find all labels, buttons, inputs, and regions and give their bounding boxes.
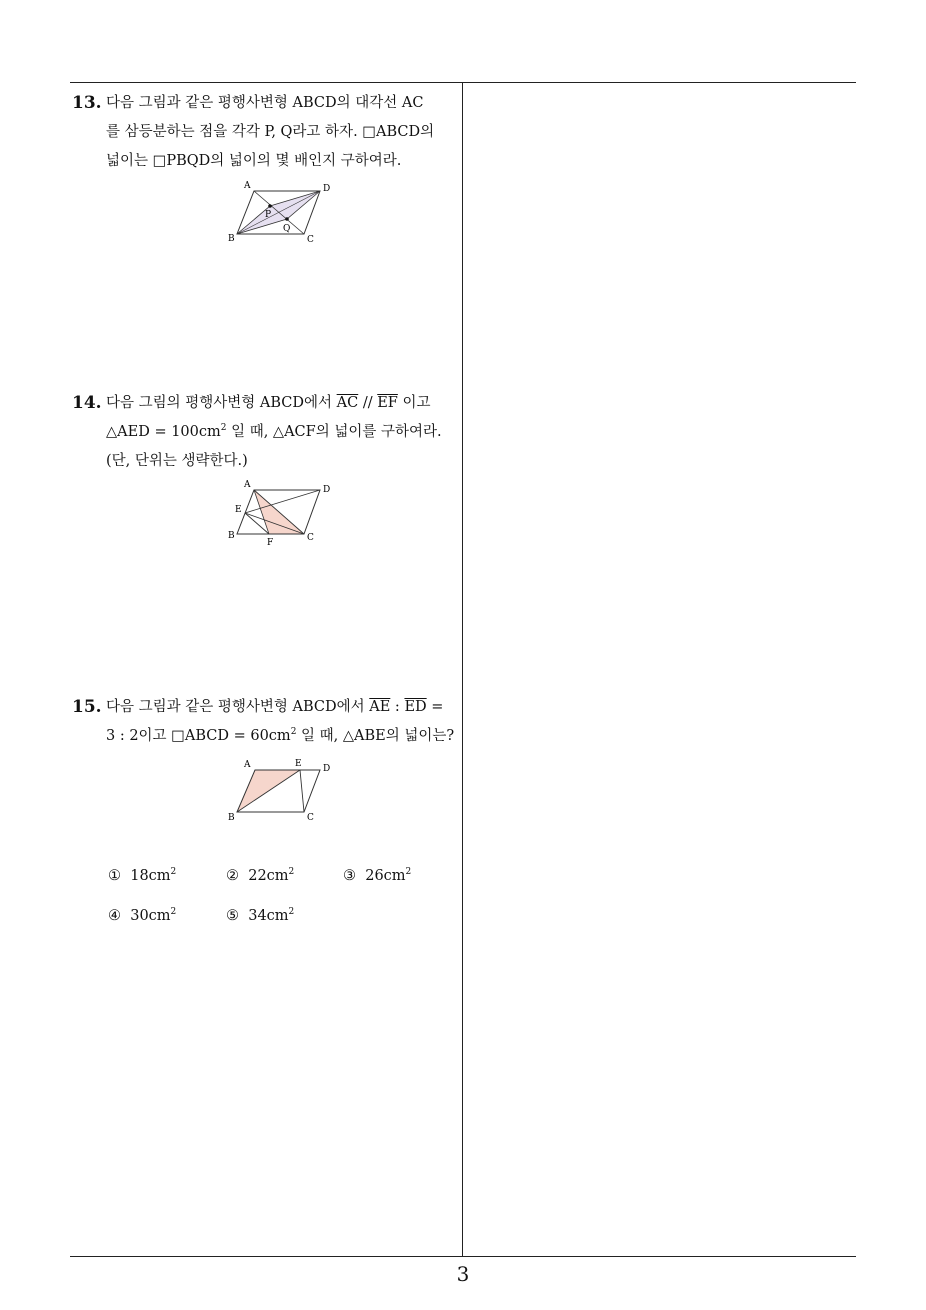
label-e: E bbox=[295, 759, 302, 769]
figure-parallelogram-13 bbox=[220, 176, 350, 248]
choice-5[interactable]: ⑤ $34cm^2$ bbox=[226, 907, 295, 924]
point-q bbox=[285, 217, 289, 221]
problem-text bbox=[106, 89, 458, 176]
label-a: A bbox=[244, 181, 251, 191]
label-q: Q bbox=[283, 224, 291, 234]
segment-ec bbox=[300, 770, 304, 812]
problem-line: 다음 그림과 같은 평행사변형 ABCD에서 $\overline{AE}$ : $\overline{ED}$ = bbox=[106, 699, 444, 715]
segment-ac: $\overline{AC}$ bbox=[336, 395, 359, 411]
column-divider bbox=[462, 82, 463, 1257]
problem-number: 13. bbox=[72, 93, 102, 113]
problem-14 bbox=[72, 389, 458, 476]
problem-line: 다음 그림과 같은 평행사변형 ABCD의 대각선 AC bbox=[106, 95, 424, 111]
label-c: C bbox=[307, 533, 314, 543]
problem-line: 를 삼등분하는 점을 각각 P, Q라고 하자. □ABCD의 bbox=[106, 124, 435, 140]
problem-line: 3 : 2이고 □ABCD = $60cm^2$ 일 때, △ABE의 넓이는? bbox=[106, 727, 455, 744]
figure-parallelogram-14 bbox=[220, 476, 350, 550]
top-rule bbox=[70, 82, 856, 83]
problem-13 bbox=[72, 89, 458, 176]
diagonal-bd bbox=[237, 191, 320, 234]
problem-number: 14. bbox=[72, 393, 102, 413]
label-d: D bbox=[323, 184, 331, 194]
bottom-rule bbox=[70, 1256, 856, 1257]
label-d: D bbox=[323, 764, 331, 774]
problem-text bbox=[106, 389, 458, 476]
problem-number: 15. bbox=[72, 697, 102, 717]
problem-line: 다음 그림의 평행사변형 ABCD에서 $\overline{AC} // \overline{EF}$ 이고 bbox=[106, 395, 431, 411]
label-b: B bbox=[228, 234, 235, 244]
problem-15 bbox=[72, 693, 458, 751]
choice-2[interactable]: ② $22cm^2$ bbox=[226, 867, 295, 884]
problem-line: △AED = $100cm^2$ 일 때, △ACF의 넓이를 구하여라. bbox=[106, 423, 442, 440]
point-p bbox=[268, 204, 272, 208]
segment-ef: $\overline{EF}$ bbox=[377, 395, 398, 411]
choice-3[interactable]: ③ $26cm^2$ bbox=[343, 867, 412, 884]
label-c: C bbox=[307, 813, 314, 823]
choice-4[interactable]: ④ $30cm^2$ bbox=[108, 907, 177, 924]
label-p: P bbox=[265, 210, 272, 220]
label-b: B bbox=[228, 531, 235, 541]
segment-ed: $\overline{ED}$ bbox=[404, 699, 427, 715]
label-f: F bbox=[267, 538, 274, 548]
page-number: 3 bbox=[456, 1262, 470, 1286]
problem-text bbox=[106, 693, 458, 751]
label-c: C bbox=[307, 235, 314, 245]
segment-ae: $\overline{AE}$ bbox=[369, 699, 391, 715]
problem-line: (단, 단위는 생략한다.) bbox=[106, 453, 248, 469]
label-a: A bbox=[244, 480, 251, 490]
problem-line: 넓이는 □PBQD의 넓이의 몇 배인지 구하여라. bbox=[106, 153, 402, 169]
label-d: D bbox=[323, 485, 331, 495]
label-b: B bbox=[228, 813, 235, 823]
label-e: E bbox=[235, 505, 242, 515]
figure-parallelogram-15 bbox=[220, 756, 350, 828]
choice-1[interactable]: ① $18cm^2$ bbox=[108, 867, 177, 884]
label-a: A bbox=[244, 760, 251, 770]
